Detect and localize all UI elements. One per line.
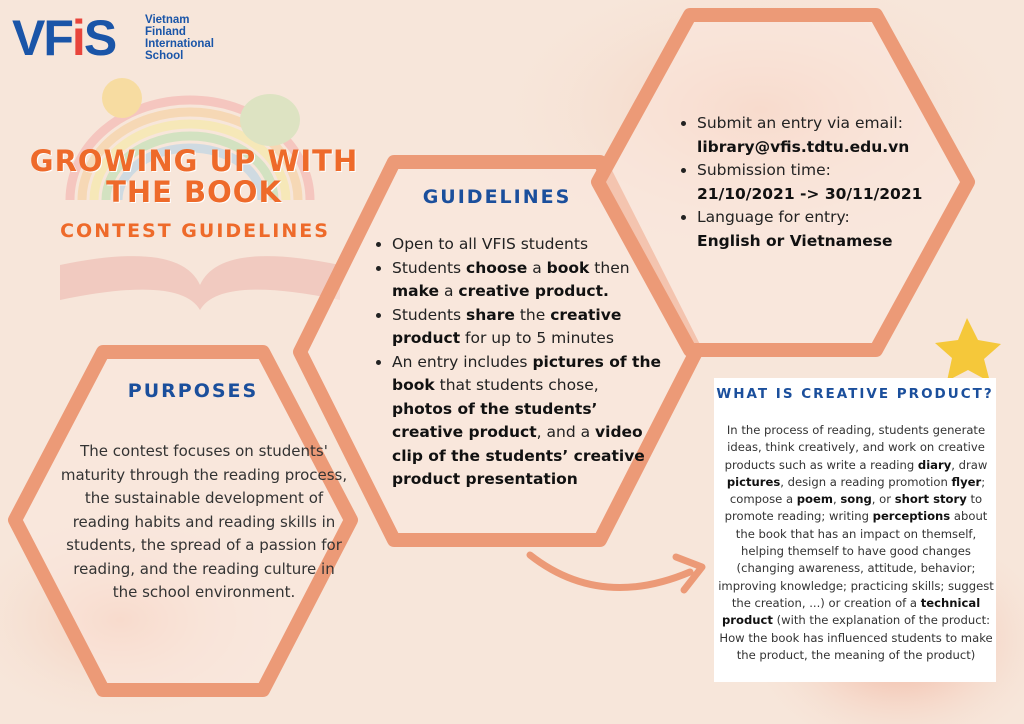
guidelines-list	[372, 233, 662, 492]
cp-bold-run: flyer	[951, 474, 982, 489]
sun-icon	[102, 78, 142, 118]
curved-arrow-icon	[530, 555, 690, 588]
title-line: GROWING UP WITH	[29, 144, 359, 178]
list-item-bold: photos of the students’ creative product	[392, 399, 598, 441]
tree-icon	[240, 94, 300, 146]
cp-bold-run: short story	[894, 492, 967, 507]
language-value: English or Vietnamese	[697, 231, 893, 250]
school-name	[145, 14, 214, 62]
submission-time-value: 21/10/2021 -> 30/11/2021	[697, 184, 923, 203]
submit-email[interactable]: library@vfis.tdtu.edu.vn	[697, 137, 910, 156]
list-item	[392, 304, 662, 351]
cp-text-run: In the process of reading, students generate ideas, think creatively, and work on creative products such as write a reading	[724, 423, 986, 472]
cp-bold-run: technical product	[721, 595, 981, 628]
list-item-bold: video clip of the students’ creative product presentation	[392, 423, 645, 488]
purposes-text: The contest focuses on students' maturity through the reading process, the sustainable development of reading habits and reading skills in students, the spread of a passion for reading, and the reading culture in the school environment.	[60, 442, 348, 601]
list-item-text: then	[589, 258, 630, 277]
cp-text-run: , draw	[951, 457, 988, 472]
list-item	[697, 112, 937, 159]
list-item-text: Open to all VFIS students	[392, 235, 589, 253]
language-label: Language for entry:	[697, 208, 850, 226]
list-item	[392, 351, 662, 492]
cp-text-run: about the book that has an impact on themself, helping themself to have good changes (changing awareness, attitude, behavior; improving knowledge; practicing skills; suggest the creation, ...) or creation of a	[718, 509, 994, 610]
poster-subtitle: CONTEST GUIDELINES	[60, 220, 330, 242]
list-item-text: the	[514, 305, 551, 324]
list-item-bold: share	[466, 305, 515, 324]
list-item-text: a	[527, 258, 547, 277]
cp-text-run: (with the explanation of the product: How the book has influenced students to make the product, the meaning of the product)	[719, 613, 993, 662]
list-item-bold: choose	[466, 258, 528, 277]
cp-text-run: , or	[871, 492, 895, 507]
school-name-line: School	[145, 50, 184, 62]
cp-bold-run: song	[840, 492, 872, 507]
submit-label: Submit an entry via email:	[697, 114, 903, 132]
creative-product-text	[718, 422, 994, 664]
submission-time-label: Submission time:	[697, 161, 831, 179]
open-book-icon	[60, 256, 340, 310]
list-item-text: An entry includes	[392, 352, 533, 371]
list-item-text: Students	[392, 305, 467, 324]
list-item	[697, 159, 937, 206]
list-item	[392, 233, 662, 257]
cp-bold-run: diary	[917, 457, 952, 472]
school-name-line: International	[145, 38, 215, 50]
list-item-bold: book	[546, 258, 590, 277]
list-item-bold: make	[392, 282, 440, 300]
creative-product-heading: WHAT IS CREATIVE PRODUCT?	[716, 386, 994, 402]
list-item-text: a	[439, 282, 459, 300]
guidelines-heading: GUIDELINES	[422, 186, 572, 208]
list-item-bold: creative product.	[458, 282, 609, 300]
logo-letter-s: S	[83, 10, 116, 66]
title-line: THE BOOK	[106, 175, 282, 209]
list-item-text: Students	[392, 258, 467, 277]
vfis-logo	[12, 10, 115, 66]
school-name-line: Finland	[145, 26, 186, 38]
list-item	[697, 206, 937, 253]
cp-bold-run: poem	[796, 492, 833, 507]
list-item-bold: pictures of the book	[392, 352, 662, 394]
list-item-text: for up to 5 minutes	[460, 329, 614, 347]
cp-bold-run: pictures	[726, 474, 781, 489]
list-item-bold: creative product	[392, 305, 622, 347]
poster-title	[20, 146, 368, 208]
purposes-heading: PURPOSES	[127, 380, 259, 402]
list-item-text: , and a	[536, 423, 596, 441]
cp-text-run: ; compose a	[729, 474, 986, 507]
star-icon	[935, 318, 1001, 382]
cp-text-run: , design a reading promotion	[780, 474, 952, 489]
cp-text-run: to promote reading; writing	[724, 492, 983, 524]
list-item-text: that students chose,	[434, 376, 599, 394]
submission-list	[677, 112, 937, 253]
cp-bold-run: perceptions	[872, 509, 951, 524]
logo-letter-i: i	[71, 10, 84, 66]
cp-text-run: ,	[832, 492, 841, 507]
list-item	[392, 257, 662, 304]
logo-letters-vf: VF	[12, 10, 72, 66]
school-name-line: Vietnam	[145, 14, 190, 26]
